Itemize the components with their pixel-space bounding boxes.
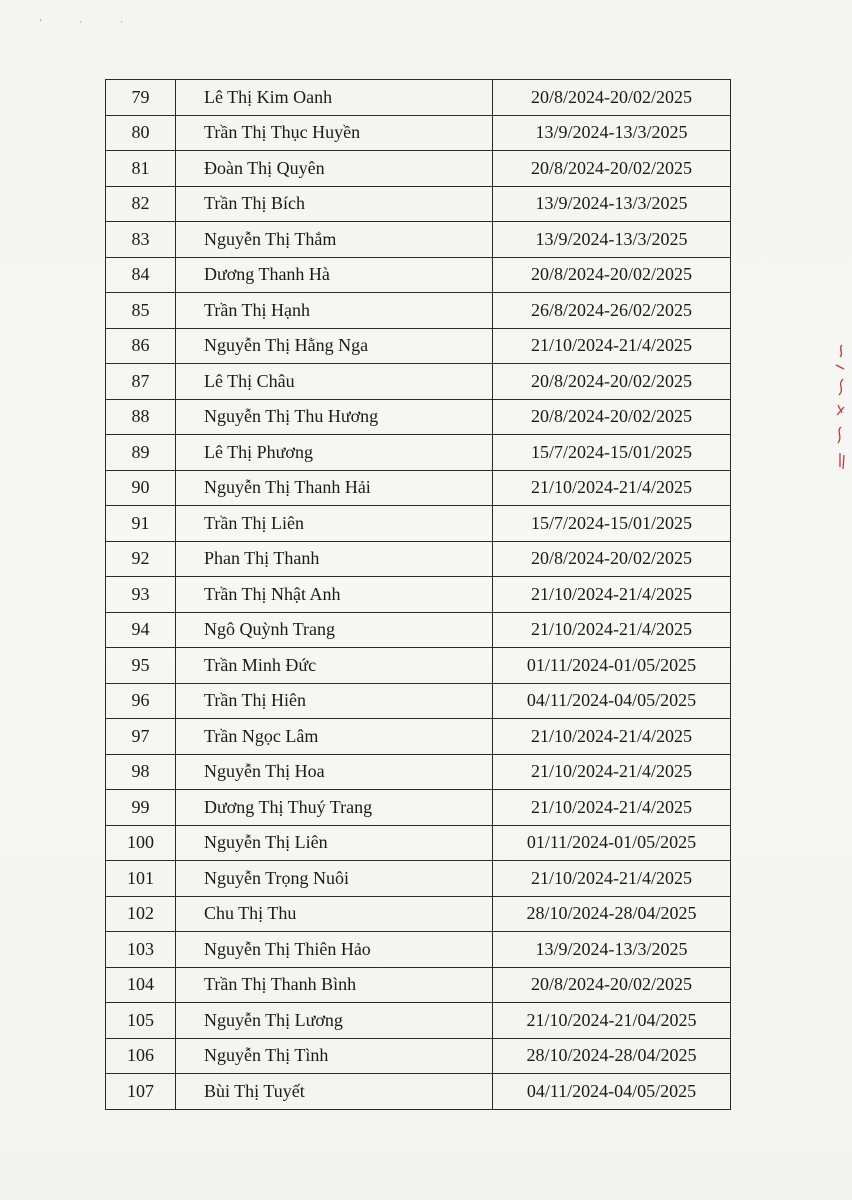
period-cell: 04/11/2024-04/05/2025 [493,1074,731,1110]
table-row [106,115,731,151]
row-number-cell: 87 [106,364,176,400]
table-row [106,896,731,932]
name-cell: Nguyễn Thị Hoa [176,754,493,790]
name-cell: Nguyễn Thị Thiên Hảo [176,932,493,968]
table-row [106,151,731,187]
period-cell: 04/11/2024-04/05/2025 [493,683,731,719]
table-row [106,186,731,222]
table-row [106,80,731,116]
period-cell: 28/10/2024-28/04/2025 [493,1038,731,1074]
period-cell: 01/11/2024-01/05/2025 [493,648,731,684]
row-number-cell: 89 [106,435,176,471]
table-row [106,293,731,329]
period-cell: 20/8/2024-20/02/2025 [493,541,731,577]
name-cell: Dương Thanh Hà [176,257,493,293]
period-cell: 28/10/2024-28/04/2025 [493,896,731,932]
period-cell: 20/8/2024-20/02/2025 [493,151,731,187]
name-cell: Trần Thị Bích [176,186,493,222]
row-number-cell: 85 [106,293,176,329]
name-cell: Nguyễn Thị Lương [176,1003,493,1039]
table-row [106,612,731,648]
roster-table [105,79,731,1110]
name-cell: Nguyễn Thị Thu Hương [176,399,493,435]
row-number-cell: 106 [106,1038,176,1074]
name-cell: Trần Ngọc Lâm [176,719,493,755]
name-cell: Nguyễn Thị Liên [176,825,493,861]
row-number-cell: 82 [106,186,176,222]
name-cell: Nguyễn Trọng Nuôi [176,861,493,897]
name-cell: Lê Thị Phương [176,435,493,471]
row-number-cell: 81 [106,151,176,187]
row-number-cell: 101 [106,861,176,897]
name-cell: Trần Minh Đức [176,648,493,684]
period-cell: 21/10/2024-21/4/2025 [493,790,731,826]
roster-table-body [106,80,731,1110]
table-row [106,222,731,258]
table-row [106,861,731,897]
table-row [106,399,731,435]
table-row [106,648,731,684]
name-cell: Lê Thị Kim Oanh [176,80,493,116]
period-cell: 01/11/2024-01/05/2025 [493,825,731,861]
table-row [106,1038,731,1074]
table-row [106,683,731,719]
row-number-cell: 102 [106,896,176,932]
name-cell: Nguyễn Thị Tình [176,1038,493,1074]
handwritten-margin-mark [828,335,850,485]
name-cell: Phan Thị Thanh [176,541,493,577]
name-cell: Nguyễn Thị Thanh Hải [176,470,493,506]
table-row [106,577,731,613]
period-cell: 13/9/2024-13/3/2025 [493,186,731,222]
period-cell: 15/7/2024-15/01/2025 [493,506,731,542]
table-row [106,1003,731,1039]
name-cell: Nguyễn Thị Thắm [176,222,493,258]
period-cell: 21/10/2024-21/4/2025 [493,754,731,790]
period-cell: 20/8/2024-20/02/2025 [493,364,731,400]
period-cell: 21/10/2024-21/4/2025 [493,861,731,897]
period-cell: 20/8/2024-20/02/2025 [493,257,731,293]
table-row [106,435,731,471]
row-number-cell: 80 [106,115,176,151]
name-cell: Trần Thị Thục Huyền [176,115,493,151]
name-cell: Đoàn Thị Quyên [176,151,493,187]
row-number-cell: 107 [106,1074,176,1110]
table-row [106,541,731,577]
period-cell: 21/10/2024-21/04/2025 [493,1003,731,1039]
name-cell: Trần Thị Thanh Bình [176,967,493,1003]
table-row [106,932,731,968]
row-number-cell: 90 [106,470,176,506]
name-cell: Trần Thị Hạnh [176,293,493,329]
name-cell: Ngô Quỳnh Trang [176,612,493,648]
row-number-cell: 97 [106,719,176,755]
row-number-cell: 99 [106,790,176,826]
row-number-cell: 92 [106,541,176,577]
table-row [106,1074,731,1110]
row-number-cell: 100 [106,825,176,861]
row-number-cell: 86 [106,328,176,364]
name-cell: Dương Thị Thuý Trang [176,790,493,826]
table-row [106,364,731,400]
row-number-cell: 93 [106,577,176,613]
name-cell: Lê Thị Châu [176,364,493,400]
table-row [106,719,731,755]
period-cell: 21/10/2024-21/4/2025 [493,719,731,755]
period-cell: 20/8/2024-20/02/2025 [493,399,731,435]
name-cell: Trần Thị Nhật Anh [176,577,493,613]
table-row [106,506,731,542]
table-row [106,470,731,506]
table-row [106,328,731,364]
row-number-cell: 88 [106,399,176,435]
name-cell: Trần Thị Liên [176,506,493,542]
period-cell: 21/10/2024-21/4/2025 [493,470,731,506]
row-number-cell: 79 [106,80,176,116]
row-number-cell: 83 [106,222,176,258]
row-number-cell: 96 [106,683,176,719]
period-cell: 13/9/2024-13/3/2025 [493,932,731,968]
table-row [106,754,731,790]
period-cell: 13/9/2024-13/3/2025 [493,222,731,258]
name-cell: Chu Thị Thu [176,896,493,932]
row-number-cell: 105 [106,1003,176,1039]
table-row [106,257,731,293]
period-cell: 20/8/2024-20/02/2025 [493,80,731,116]
period-cell: 21/10/2024-21/4/2025 [493,328,731,364]
row-number-cell: 103 [106,932,176,968]
row-number-cell: 94 [106,612,176,648]
table-row [106,790,731,826]
name-cell: Nguyễn Thị Hằng Nga [176,328,493,364]
period-cell: 26/8/2024-26/02/2025 [493,293,731,329]
row-number-cell: 98 [106,754,176,790]
period-cell: 15/7/2024-15/01/2025 [493,435,731,471]
row-number-cell: 91 [106,506,176,542]
name-cell: Trần Thị Hiên [176,683,493,719]
row-number-cell: 104 [106,967,176,1003]
row-number-cell: 84 [106,257,176,293]
name-cell: Bùi Thị Tuyết [176,1074,493,1110]
table-row [106,967,731,1003]
row-number-cell: 95 [106,648,176,684]
period-cell: 13/9/2024-13/3/2025 [493,115,731,151]
scan-specks: ' · · [40,18,141,27]
period-cell: 20/8/2024-20/02/2025 [493,967,731,1003]
period-cell: 21/10/2024-21/4/2025 [493,612,731,648]
table-row [106,825,731,861]
period-cell: 21/10/2024-21/4/2025 [493,577,731,613]
